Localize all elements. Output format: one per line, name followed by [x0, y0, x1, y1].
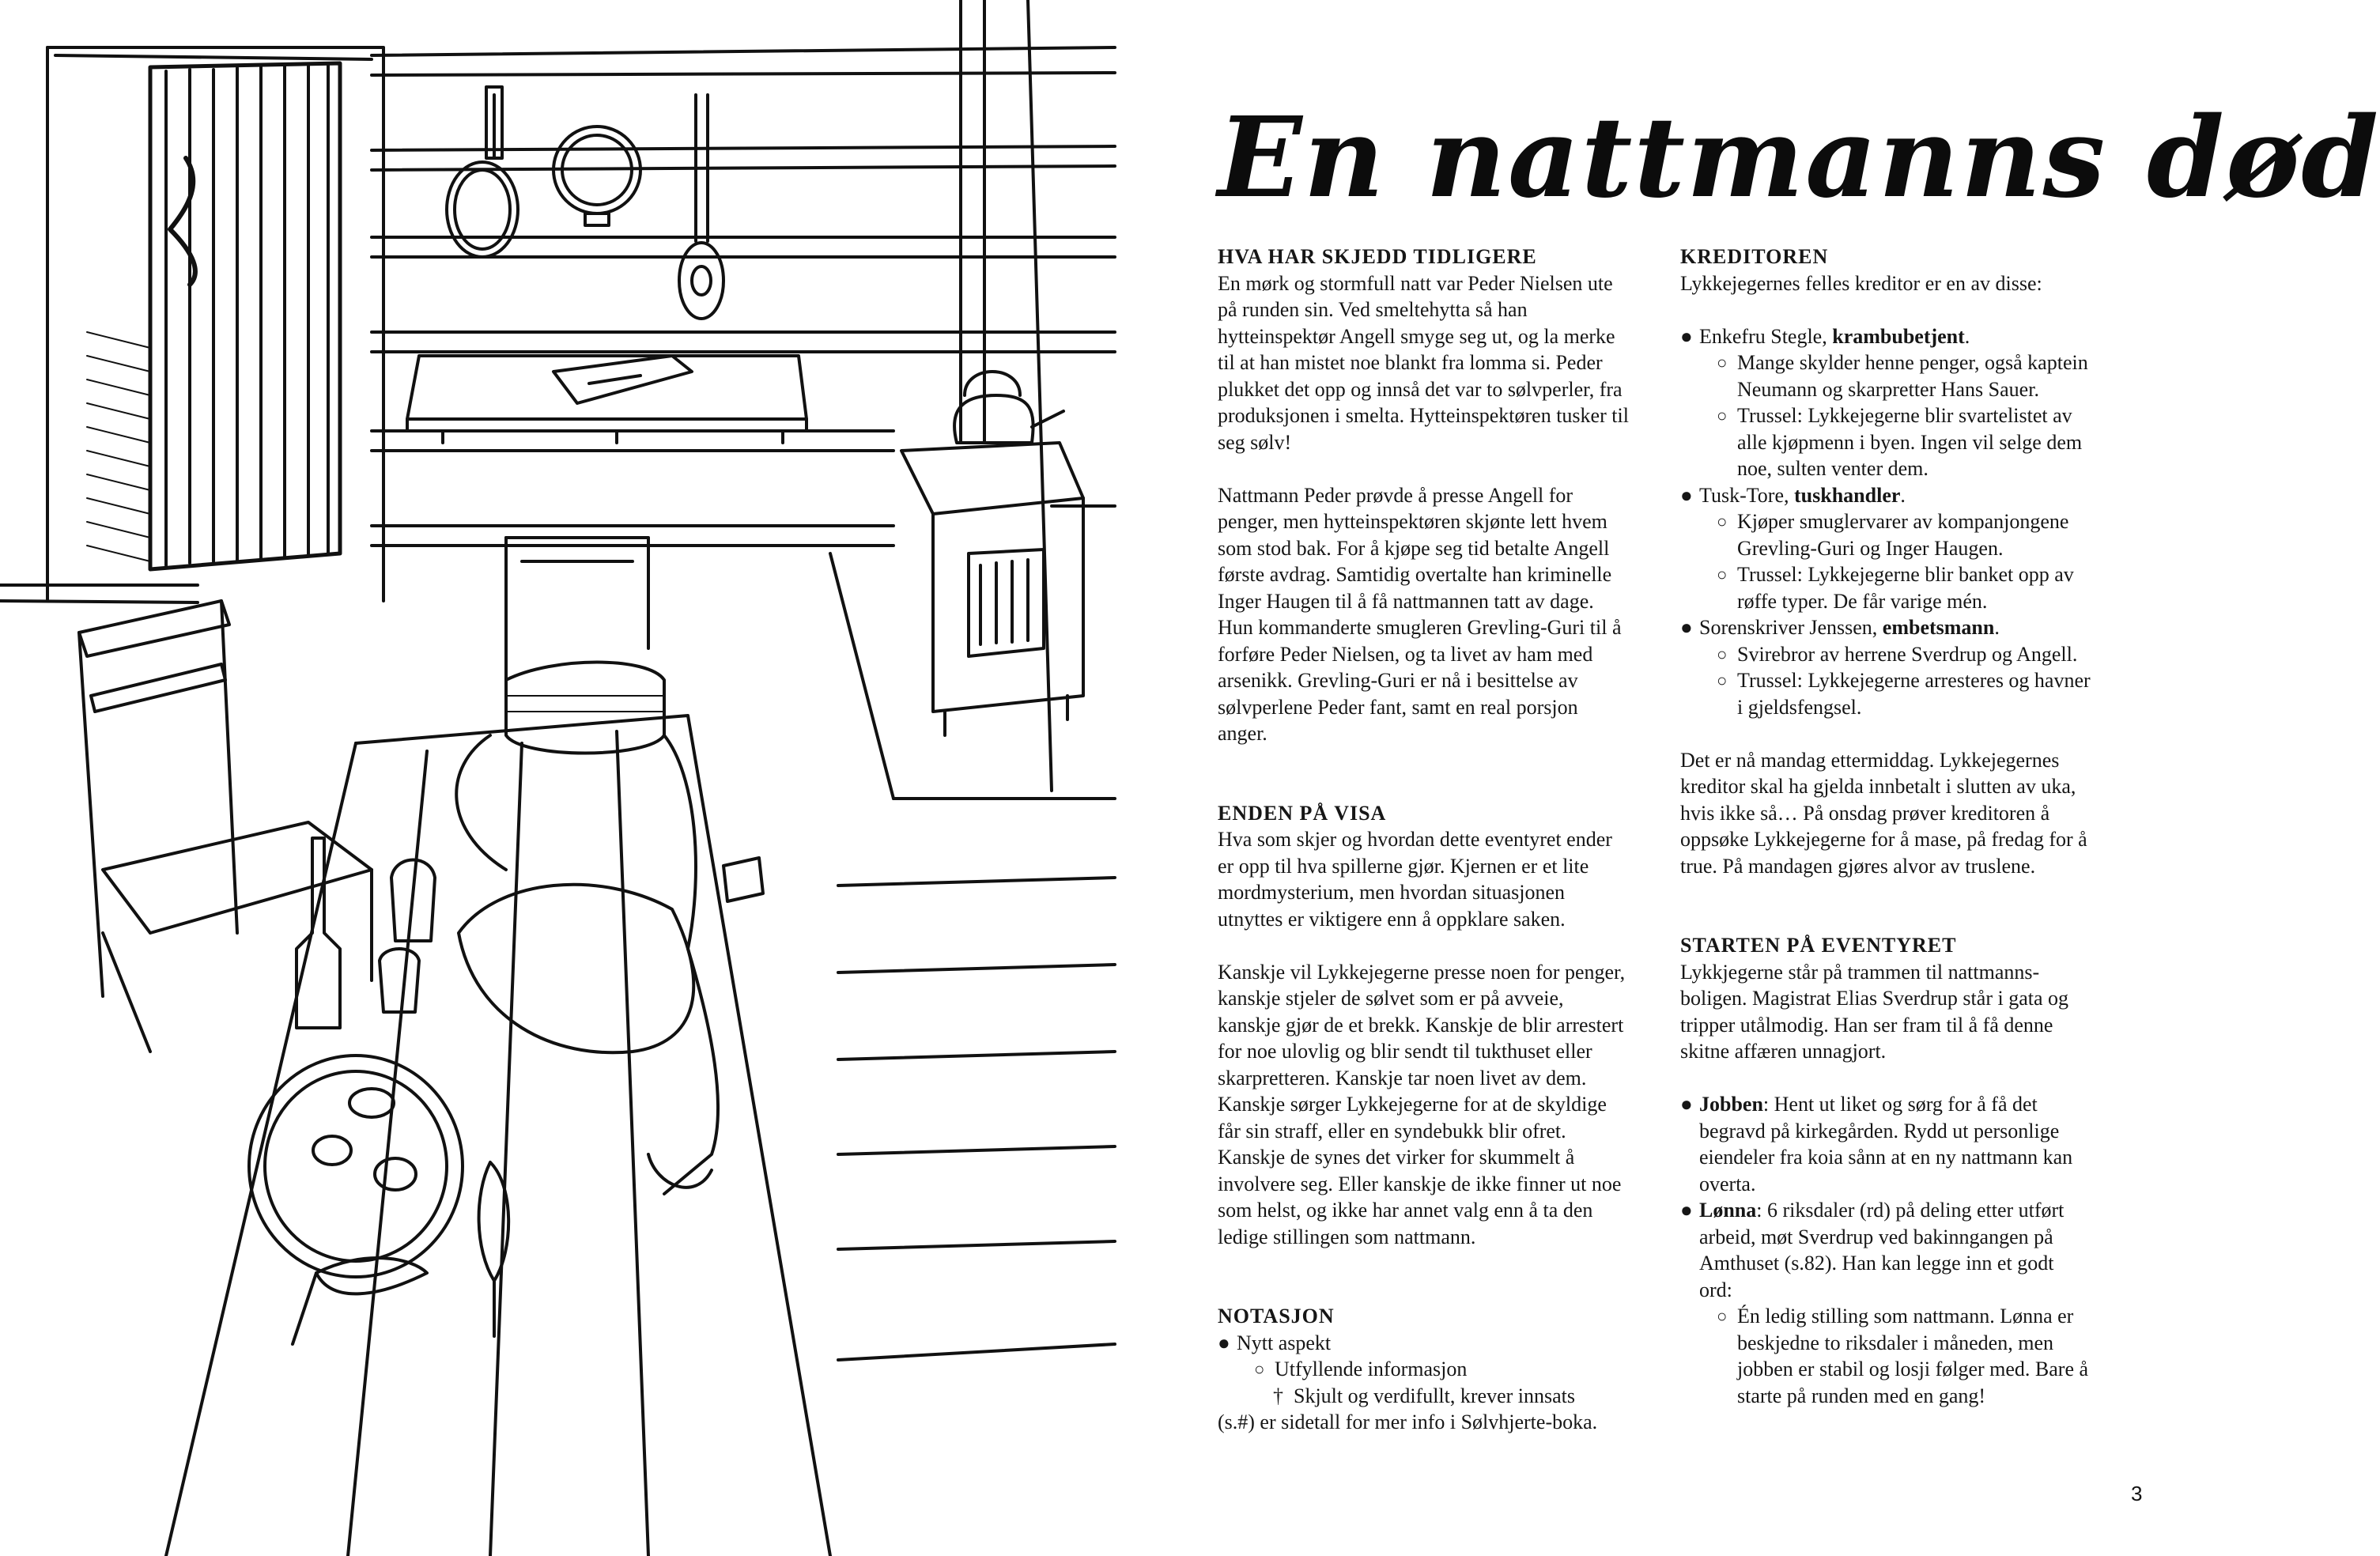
history-para-2: Nattmann Peder prøvde å presse Angell for penger, men hytteinspektøren skjønte lett hvem som stod bak. For å kjøpe seg tid betalte Angell første avdrag. Samtidig overtalte han kriminelle Inger Haugen til å få nattmannen tatt av dage. Hun kommanderte smugleren Grevling-Guri til å forføre Peder Nielsen, og ta livet av ham med arsenikk. Grevling-Guri er nå i besittelse av sølvperlene Peder fant, samt en real porsjon anger. — [1218, 483, 1622, 745]
dagger-icon: † — [1273, 1384, 1283, 1407]
notation-note: (s.#) er sidetall for mer info i Sølvhjerte-boka. — [1218, 1411, 1598, 1433]
notation-level-1 — [1218, 1330, 1629, 1357]
creditor-item — [1680, 614, 2091, 641]
notation-level-1-text: Nytt aspekt — [1237, 1331, 1332, 1354]
pay-sub-text: Én ledig stilling som nattmann. Lønna er beskjedne to riksdaler i måneden, men jobben er stabil og losji følger med. Bare å starte på runden med en gang! — [1737, 1305, 2089, 1407]
bullet-icon: ● — [1680, 1093, 1693, 1116]
creditor-sub-text: Kjøper smuglervarer av kompanjongene Grevling-Guri og Inger Haugen. — [1737, 510, 2069, 560]
page-title: En nattmanns død — [1218, 93, 2380, 223]
start-heading: STARTEN PÅ EVENTYRET — [1680, 934, 1957, 957]
history-para-1: En mørk og stormfull natt var Peder Nielsen ute på runden sin. Ved smeltehytta så han hytteinspektør Angell smyge seg ut, og la merke til at han mistet noe blankt fra lomma si. Peder plukket det opp og innså det var to sølvperler, fra produksjonen i smelta. Hytteinspektøren tusker til seg sølv! — [1218, 271, 1629, 454]
creditor-sub-text: Mange skylder henne penger, også kaptein Neumann og skarpretter Hans Sauer. — [1737, 351, 2088, 401]
pay-sub-item — [1680, 1303, 2091, 1409]
job-label: Jobben — [1699, 1093, 1763, 1116]
creditor-sub-item — [1680, 667, 2091, 720]
creditor-end: . — [1964, 324, 1970, 348]
circle-icon: ○ — [1717, 670, 1728, 690]
creditor-item — [1680, 482, 2091, 509]
illustration-canvas — [0, 0, 1115, 1556]
notation-level-3-text: Skjult og verdifullt, krever innsats — [1294, 1384, 1576, 1407]
ending-para-1: Hva som skjer og hvordan dette eventyret ender er opp til hva spillerne gjør. Kjernen er et lite mordmysterium, men hvordan situasjonen utnyttes er viktigere enn å oppklare saken. — [1218, 828, 1612, 931]
ending-para-2: Kanskje vil Lykkejegerne presse noen for penger, kanskje stjeler de sølvet som er på avveie, kanskje gjør de et brekk. Kanskje de blir arrestert for noe ulovlig og blir sendt til tukthuset eller skarpretteren. Kanskje tar noen livet av dem. Kanskje sørger Lykkejegerne for at de skyldige får sin straff, eller en syndebukk blir ofret. Kanskje de synes det virker for skummelt å involvere seg. Eller kanskje de ikke finner ut noe som helst, og ikke har annet valg enn å ta den ledige stillingen som nattmann. — [1218, 960, 1626, 1248]
creditor-item — [1680, 323, 2091, 350]
creditor-name: Tusk-Tore, — [1699, 483, 1795, 507]
notation-level-2-text: Utfyllende informasjon — [1275, 1358, 1468, 1380]
creditor-sub-text: Trussel: Lykkejegerne arresteres og havner i gjeldsfengsel. — [1737, 669, 2091, 719]
creditor-sub-item — [1680, 508, 2091, 561]
ending-section — [1218, 800, 1629, 1251]
creditor-sub-item — [1680, 402, 2091, 482]
creditor-sub-item — [1680, 641, 2091, 668]
creditor-role: tuskhandler — [1794, 483, 1901, 507]
creditor-intro: Lykkejegernes felles kreditor er en av disse: — [1680, 271, 2042, 295]
bullet-icon: ● — [1680, 616, 1693, 639]
circle-icon: ○ — [1717, 644, 1728, 664]
creditor-outro: Det er nå mandag ettermiddag. Lykkejegernes kreditor skal ha gjelda innbetalt i slutten av uka, hvis ikke så… På onsdag prøver kreditoren å oppsøke Lykkejegerne for å mase, på fredag for å true. På mandagen gjøres alvor av truslene. — [1680, 748, 2087, 878]
history-section — [1218, 244, 1629, 747]
creditor-name: Enkefru Stegle, — [1699, 324, 1833, 348]
left-column — [1218, 244, 1629, 1436]
page-number: 3 — [2131, 1482, 2143, 1505]
pay-label: Lønna — [1699, 1199, 1757, 1222]
creditor-sub-text: Svirebror av herrene Sverdrup og Angell. — [1737, 642, 2078, 666]
cabin-interior-illustration — [0, 0, 1115, 1556]
notation-level-2 — [1218, 1356, 1629, 1383]
creditor-section — [1680, 244, 2091, 879]
creditor-role: embetsmann — [1882, 616, 1995, 639]
creditor-name: Sorenskriver Jenssen, — [1699, 616, 1883, 639]
circle-icon: ○ — [1717, 406, 1728, 425]
notation-level-3 — [1218, 1383, 1629, 1410]
bullet-icon: ● — [1680, 1199, 1693, 1222]
creditor-heading: KREDITOREN — [1680, 245, 1829, 268]
job-item — [1680, 1091, 2091, 1197]
bullet-icon: ● — [1680, 324, 1693, 348]
bullet-icon: ● — [1218, 1331, 1230, 1354]
bullet-icon: ● — [1680, 483, 1693, 507]
start-section — [1680, 932, 2091, 1409]
circle-icon: ○ — [1717, 353, 1728, 372]
creditor-sub-text: Trussel: Lykkejegerne blir svartelistet av alle kjøpmenn i byen. Ingen vil selge dem noe, sulten venter dem. — [1737, 404, 2083, 480]
creditor-role: krambubetjent — [1832, 324, 1965, 348]
start-intro: Lykkjegerne står på trammen til nattmanns-boligen. Magistrat Elias Sverdrup står i gata og tripper utålmodig. Han ser fram til å få denne skitne affæren unnagjort. — [1680, 960, 2069, 1063]
pay-item — [1680, 1197, 2091, 1303]
creditor-sub-item — [1680, 349, 2091, 402]
circle-icon: ○ — [1717, 512, 1728, 531]
job-text: : Hent ut liket og sørg for å få det begravd på kirkegården. Rydd ut personlige eiendeler fra koia sånn at en ny nattmann kan overta. — [1699, 1093, 2073, 1195]
creditor-end: . — [1900, 483, 1906, 507]
creditor-sub-text: Trussel: Lykkejegerne blir banket opp av røffe typer. De får varige mén. — [1737, 563, 2074, 613]
circle-icon: ○ — [1717, 565, 1728, 584]
creditor-sub-item — [1680, 561, 2091, 614]
circle-icon: ○ — [1254, 1359, 1265, 1379]
circle-icon: ○ — [1717, 1306, 1728, 1326]
pay-text: : 6 riksdaler (rd) på deling etter utført arbeid, møt Sverdrup ved bakinngangen på Amthuset (s.82). Han kan legge inn et godt ord: — [1699, 1199, 2065, 1301]
notation-section — [1218, 1303, 1629, 1436]
notation-heading: NOTASJON — [1218, 1305, 1335, 1328]
creditor-end: . — [1994, 616, 2000, 639]
ending-heading: ENDEN PÅ VISA — [1218, 801, 1387, 825]
history-heading: HVA HAR SKJEDD TIDLIGERE — [1218, 245, 1537, 268]
right-column — [1680, 244, 2091, 1409]
